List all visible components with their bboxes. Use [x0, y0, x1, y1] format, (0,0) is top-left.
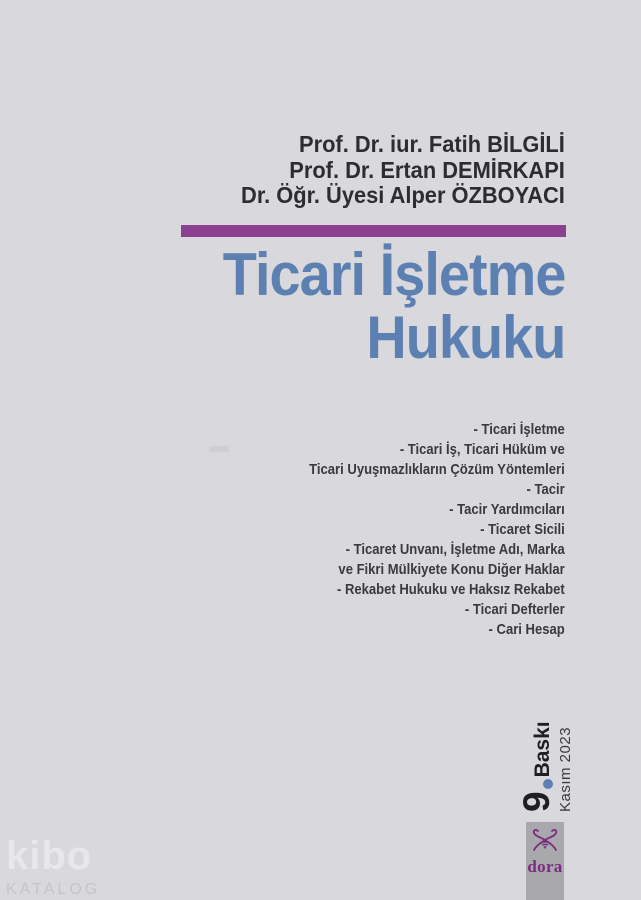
- catalog-watermark: [6, 836, 100, 898]
- edition-rotated-text: [516, 714, 574, 812]
- watermark-katalog: KATALOG: [6, 881, 101, 898]
- author-block: [241, 132, 565, 209]
- topics-list: [309, 420, 565, 640]
- topic-line: ve Fikri Mülkiyete Konu Diğer Haklar: [338, 561, 565, 578]
- faint-mark: [209, 446, 229, 452]
- watermark-kibo: kibo: [6, 834, 93, 878]
- publisher-name: dora: [527, 857, 563, 876]
- bee-emblem-icon: [530, 828, 560, 857]
- edition-date: Kasım 2023: [557, 726, 574, 812]
- book-title-line1: Ticari İşletme: [222, 241, 565, 308]
- edition-number: 9: [516, 791, 557, 812]
- book-title: [222, 243, 565, 369]
- edition-block: [516, 714, 574, 812]
- topic-line: - Rekabet Hukuku ve Haksız Rekabet: [337, 581, 565, 598]
- topic-line: - Tacir Yardımcıları: [449, 501, 565, 518]
- title-divider-bar: [181, 225, 566, 237]
- topic-line: Ticari Uyuşmazlıkların Çözüm Yöntemleri: [309, 461, 565, 478]
- edition-dot: [543, 779, 553, 789]
- author-name: Prof. Dr. iur. Fatih BİLGİLİ: [299, 131, 565, 157]
- edition-label: Baskı: [531, 721, 554, 778]
- topic-line: - Tacir: [526, 481, 565, 498]
- topic-line: - Ticari İş, Ticari Hüküm ve: [400, 441, 565, 458]
- topic-line: - Ticari Defterler: [465, 601, 565, 618]
- topic-line: - Ticari İşletme: [473, 421, 565, 438]
- topic-line: - Cari Hesap: [488, 621, 565, 638]
- book-title-line2: Hukuku: [365, 304, 565, 371]
- topic-line: - Ticaret Sicili: [480, 521, 565, 538]
- author-name: Prof. Dr. Ertan DEMİRKAPI: [289, 156, 565, 183]
- publisher-logo: [526, 822, 564, 900]
- edition-line: [516, 714, 557, 812]
- topic-line: - Ticaret Unvanı, İşletme Adı, Marka: [345, 541, 565, 558]
- author-name: Dr. Öğr. Üyesi Alper ÖZBOYACI: [241, 182, 565, 208]
